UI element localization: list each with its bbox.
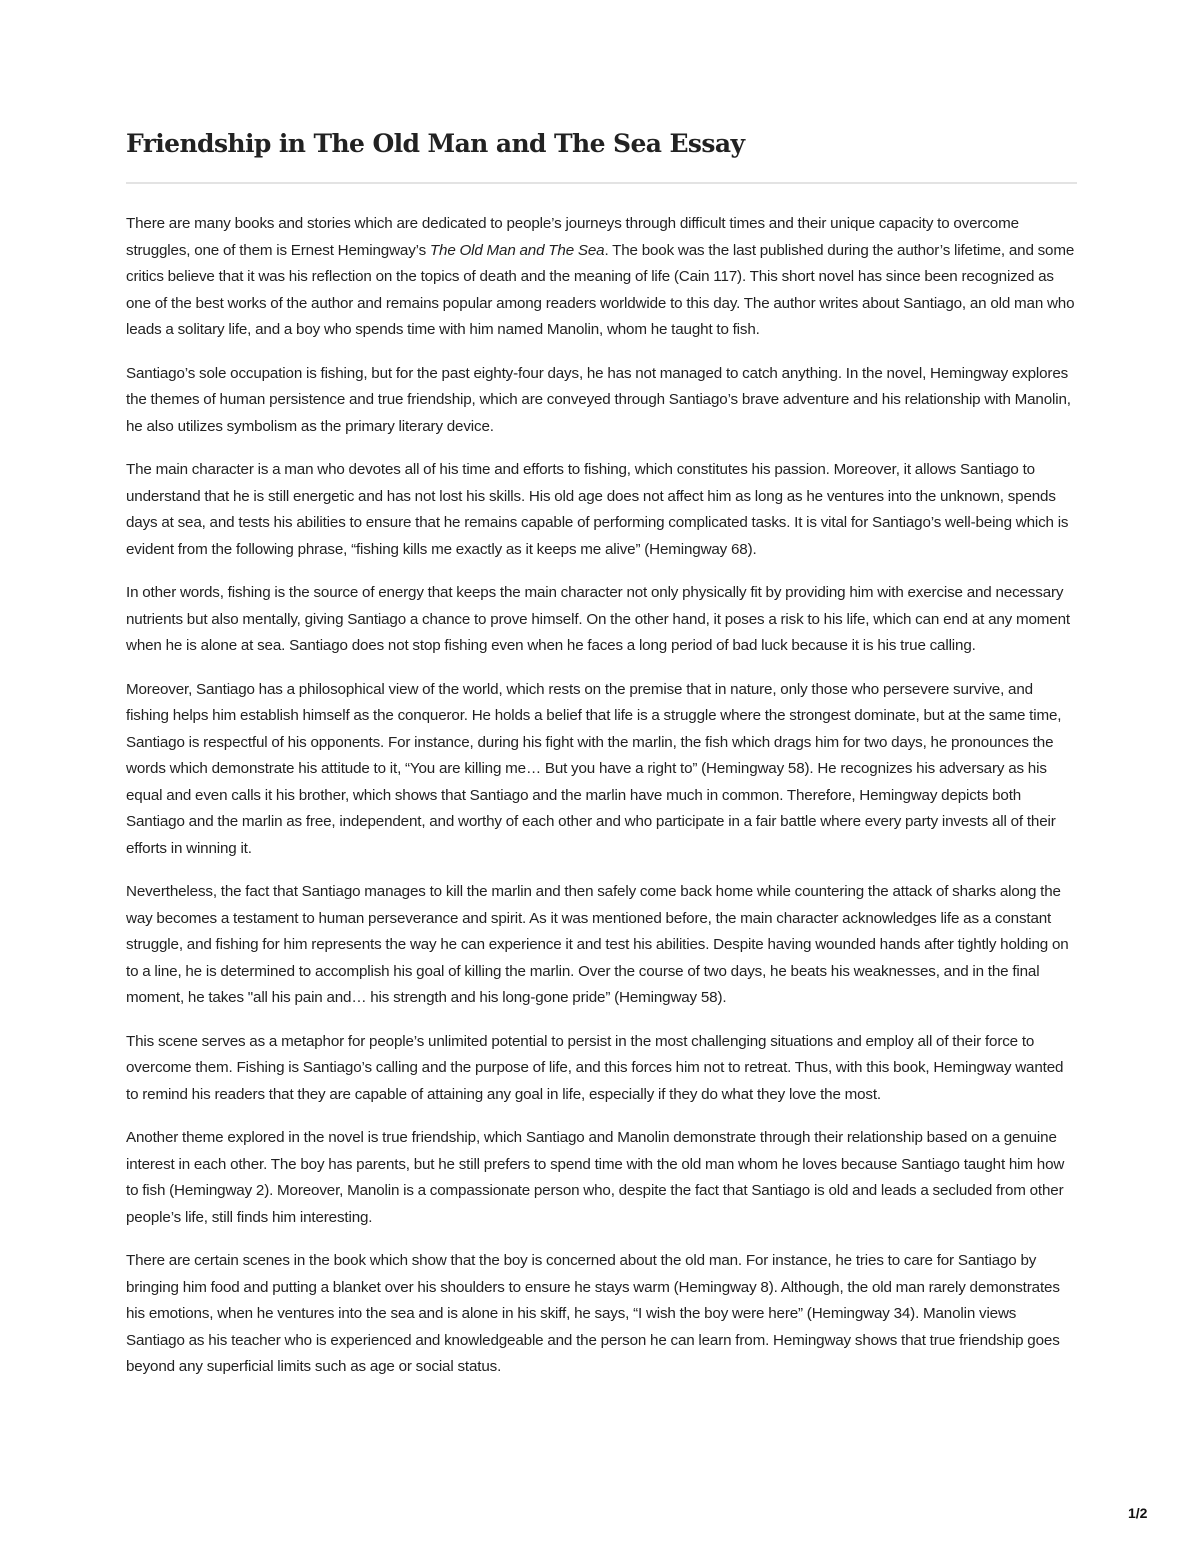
paragraph-9: There are certain scenes in the book which show that the boy is concerned about the old man. For instance, he tries to care for Santiago by bringing him food and putting a blanket over his shoulders to ensure he stays warm (Hemingway 8). Although, the old man rarely demonstrates his emotions, when he ventures into the sea and is alone in his skiff, he says, “I wish the boy were here” (Hemingway 34). Manolin views Santiago as his teacher who is experienced and knowledgeable and the person he can learn from. Hemingway shows that true friendship goes beyond any superficial limits such as age or social status. (126, 1252, 1060, 1375)
essay-body (126, 211, 1077, 1381)
paragraph-1 (126, 211, 1077, 344)
book-title-italic: The Old Man and The Sea (429, 241, 605, 259)
essay-page (126, 126, 1077, 1398)
paragraph-3: The main character is a man who devotes all of his time and efforts to fishing, which constitutes his passion. Moreover, it allows Santiago to understand that he is still energetic and has not lost his skills. His old age does not affect him as long as he ventures into the unknown, spends days at sea, and tests his abilities to ensure that he remains capable of performing complicated tasks. It is vital for Santiago’s well-being which is evident from the following phrase, “fishing kills me exactly as it keeps me alive” (Hemingway 68). (126, 461, 1069, 558)
paragraph-7: This scene serves as a metaphor for people’s unlimited potential to persist in the most challenging situations and employ all of their force to overcome them. Fishing is Santiago’s calling and the purpose of life, and this forces him not to retreat. Thus, with this book, Hemingway wanted to remind his readers that they are capable of attaining any goal in life, especially if they do what they love the most. (126, 1032, 1064, 1103)
essay-title: Friendship in The Old Man and The Sea Essay (126, 129, 745, 158)
paragraph-1-text-end: . The book was the last published during the author’s lifetime, and some critics believe that it was his reflection on the topics of death and the meaning of life (Cain 117). This short novel has since been recognized as one of the best works of the author and remains popular among readers worldwide to this day. The author writes about Santiago, an old man who leads a solitary life, and a boy who spends time with him named Manolin, whom he taught to fish. (126, 241, 1075, 338)
paragraph-1-text-start: There are many books and stories which are dedicated to people’s journeys through difficult times and their unique capacity to overcome struggles, one of them is Ernest Hemingway’s (126, 215, 1019, 259)
page-number: 1/2 (1128, 1505, 1148, 1521)
paragraph-2: Santiago’s sole occupation is fishing, but for the past eighty-four days, he has not managed to catch anything. In the novel, Hemingway explores the themes of human persistence and true friendship, which are conveyed through Santiago’s brave adventure and his relationship with Manolin, he also utilizes symbolism as the primary literary device. (126, 364, 1071, 435)
paragraph-8: Another theme explored in the novel is true friendship, which Santiago and Manolin demonstrate through their relationship based on a genuine interest in each other. The boy has parents, but he still prefers to spend time with the old man whom he loves because Santiago taught him how to fish (Hemingway 2). Moreover, Manolin is a compassionate person who, despite the fact that Santiago is old and leads a secluded from other people’s life, still finds him interesting. (126, 1129, 1065, 1226)
paragraph-5: Moreover, Santiago has a philosophical view of the world, which rests on the premise that in nature, only those who persevere survive, and fishing helps him establish himself as the conqueror. He holds a belief that life is a struggle where the strongest dominate, but at the same time, Santiago is respectful of his opponents. For instance, during his fight with the marlin, the fish which drags him for two days, he pronounces the words which demonstrate his attitude to it, “You are killing me… But you have a right to” (Hemingway 58). He recognizes his adversary as his equal and even calls it his brother, which shows that Santiago and the marlin have much in common. Therefore, Hemingway depicts both Santiago and the marlin as free, independent, and worthy of each other and who participate in a fair battle where every party invests all of their efforts in winning it. (126, 680, 1062, 857)
paragraph-4: In other words, fishing is the source of energy that keeps the main character not only physically fit by providing him with exercise and necessary nutrients but also mentally, giving Santiago a chance to prove himself. On the other hand, it poses a risk to his life, which can end at any moment when he is alone at sea. Santiago does not stop fishing even when he faces a long period of bad luck because it is his true calling. (126, 584, 1070, 654)
title-divider (126, 182, 1077, 184)
paragraph-6: Nevertheless, the fact that Santiago manages to kill the marlin and then safely come back home while countering the attack of sharks along the way becomes a testament to human perseverance and spirit. As it was mentioned before, the main character acknowledges life as a constant struggle, and fishing for him represents the way he can experience it and test his abilities. Despite having wounded hands after tightly holding on to a line, he is determined to accomplish his goal of killing the marlin. Over the course of two days, he beats his weaknesses, and in the final moment, he takes "all his pain and… his strength and his long-gone pride” (Hemingway 58). (126, 883, 1069, 1006)
